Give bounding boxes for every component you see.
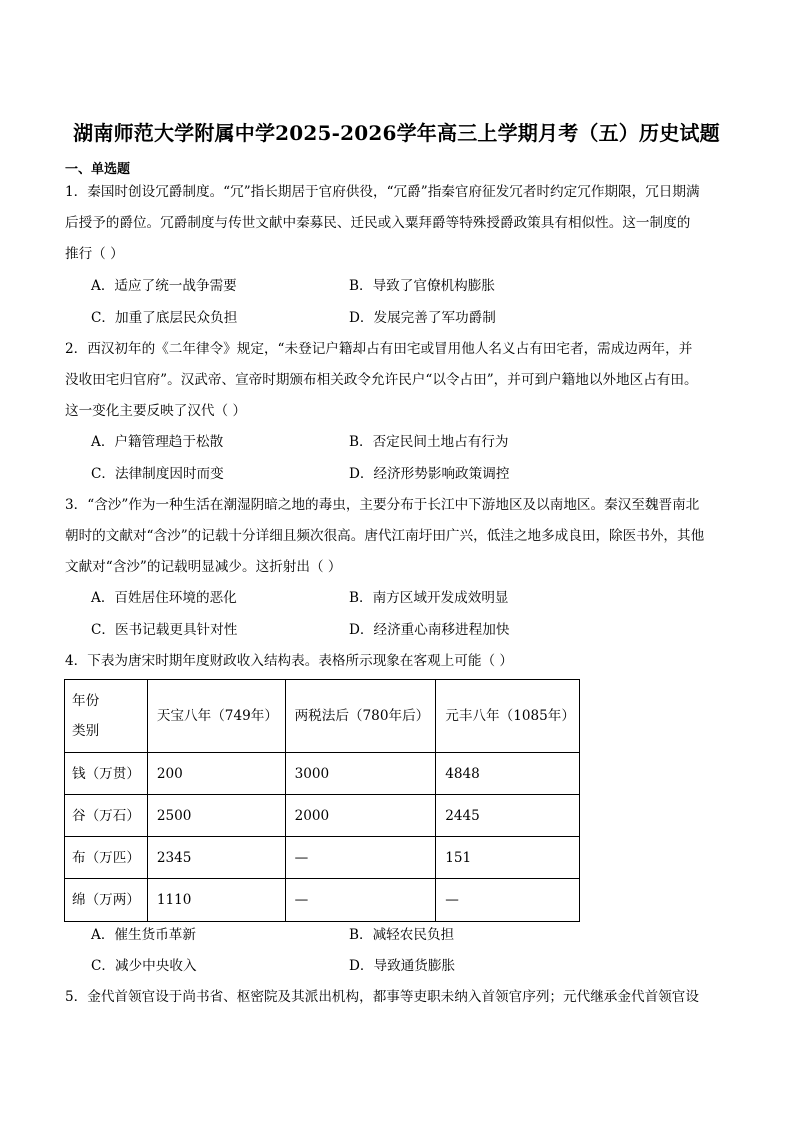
question-2-option-a[interactable]: A．户籍管理趋于松散	[91, 434, 224, 450]
question-1-option-b[interactable]: B．导致了官僚机构膨胀	[349, 278, 495, 294]
table-header-category: 类别	[72, 723, 100, 739]
table-row-label: 钱（万贯）	[65, 753, 148, 795]
question-2-line-1: 2．西汉初年的《二年律令》规定，“未登记户籍却占有田宅或冒用他人名义占有田宅者，需成边两年，并	[65, 341, 693, 357]
table-cell: 2345	[147, 837, 285, 879]
question-2-line-2: 没收田宅归官府”。汉武帝、宣帝时期颁布相关政令允许民户“以令占田”，并可到户籍地以外地区占有田。	[65, 372, 698, 388]
table-row-label: 谷（万石）	[65, 795, 148, 837]
question-3-option-b[interactable]: B．南方区域开发成效明显	[349, 590, 509, 606]
table-row-label: 绵（万两）	[65, 879, 148, 922]
question-4-option-d[interactable]: D．导致通货膨胀	[349, 958, 456, 974]
page-title: 湖南师范大学附属中学2025-2026学年高三上学期月考（五）历史试题	[73, 121, 720, 145]
table-row	[65, 795, 580, 837]
table-column-header: 天宝八年（749年）	[147, 680, 285, 753]
table-row	[65, 753, 580, 795]
table-cell: 151	[436, 837, 580, 879]
table-cell: 4848	[436, 753, 580, 795]
question-3-line-2: 朝时的文献对“含沙”的记载十分详细且频次很高。唐代江南圩田广兴，低洼之地多成良田，除医书外，其他	[65, 528, 705, 544]
question-1-option-d[interactable]: D．发展完善了军功爵制	[349, 310, 496, 326]
table-cell: 2500	[147, 795, 285, 837]
table-column-header: 两税法后（780年后）	[285, 680, 436, 753]
question-3-option-d[interactable]: D．经济重心南移进程加快	[349, 622, 510, 638]
question-3-line-3: 文献对“含沙”的记载明显减少。这折射出（ ）	[65, 559, 342, 575]
section-heading: 一、单选题	[65, 162, 131, 177]
table-header-year: 年份	[72, 693, 100, 709]
table-corner-cell	[65, 680, 148, 753]
table-header-row	[65, 680, 580, 753]
question-2-option-d[interactable]: D．经济形势影响政策调控	[349, 466, 510, 482]
question-4-line-1: 4．下表为唐宋时期年度财政收入结构表。表格所示现象在客观上可能（ ）	[65, 653, 513, 669]
table-column-header: 元丰八年（1085年）	[436, 680, 580, 753]
table-cell: 200	[147, 753, 285, 795]
question-4-option-c[interactable]: C．减少中央收入	[91, 958, 197, 974]
question-1-line-3: 推行（ ）	[65, 246, 124, 262]
table-cell: 2000	[285, 795, 436, 837]
question-2-option-b[interactable]: B．否定民间土地占有行为	[349, 434, 509, 450]
table-cell: 3000	[285, 753, 436, 795]
table-cell: —	[285, 879, 436, 922]
table-row	[65, 837, 580, 879]
question-1-option-c[interactable]: C．加重了底层民众负担	[91, 310, 238, 326]
finance-table	[64, 679, 580, 922]
question-4-option-a[interactable]: A．催生货币革新	[91, 927, 196, 943]
question-3-option-c[interactable]: C．医书记载更具针对性	[91, 622, 238, 638]
table-cell: —	[436, 879, 580, 922]
question-1-line-1: 1．秦国时创设冗爵制度。“冗”指长期居于官府供役，“冗爵”指秦官府征发冗者时约定冗作期限，冗日期满	[65, 184, 700, 200]
question-3-option-a[interactable]: A．百姓居住环境的恶化	[91, 590, 237, 606]
question-1-option-a[interactable]: A．适应了统一战争需要	[91, 278, 237, 294]
question-4-option-b[interactable]: B．减轻农民负担	[349, 927, 455, 943]
table-cell: —	[285, 837, 436, 879]
question-1-line-2: 后授予的爵位。冗爵制度与传世文献中秦募民、迁民或入粟拜爵等特殊授爵政策具有相似性。这一制度的	[65, 215, 691, 231]
table-row-label: 布（万匹）	[65, 837, 148, 879]
question-2-option-c[interactable]: C．法律制度因时而变	[91, 466, 224, 482]
question-5-line-1: 5．金代首领官设于尚书省、枢密院及其派出机构，都事等吏职未纳入首领官序列；元代继承金代首领官设	[65, 989, 699, 1005]
table-cell: 1110	[147, 879, 285, 922]
question-3-line-1: 3．“含沙”作为一种生活在潮湿阴暗之地的毒虫，主要分布于长江中下游地区及以南地区。秦汉至魏晋南北	[65, 497, 700, 513]
table-cell: 2445	[436, 795, 580, 837]
table-row	[65, 879, 580, 922]
question-2-line-3: 这一变化主要反映了汉代（ ）	[65, 403, 247, 419]
